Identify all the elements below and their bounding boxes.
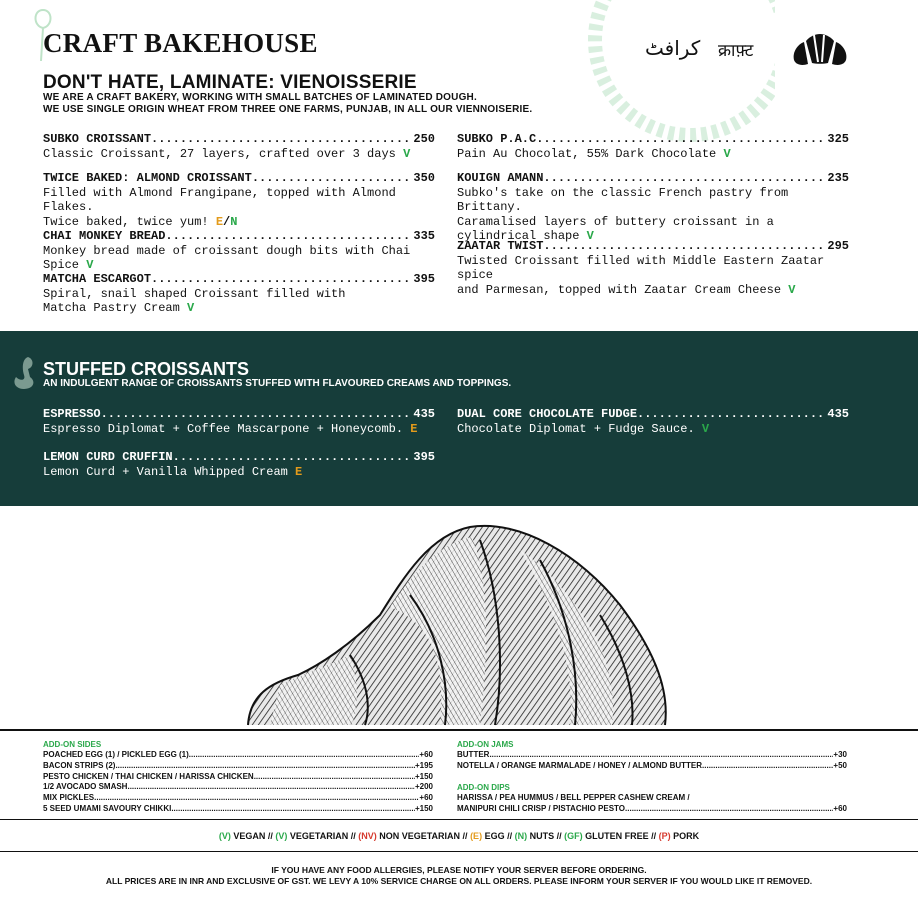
item-description: Lemon Curd + Vanilla Whipped Cream	[43, 464, 296, 479]
item-name: SUBKO P.A.C.	[457, 132, 544, 146]
menu-item-subko-pac	[457, 132, 849, 161]
legend-code: (P)	[658, 831, 671, 841]
menu-item-dual-core-chocolate-fudge	[457, 407, 849, 436]
stuffed-croissants-intro: AN INDULGENT RANGE OF CROISSANTS STUFFED WITH FLAVOURED CREAMS AND TOPPINGS.	[43, 378, 512, 389]
legend-label: VEGETARIAN //	[287, 831, 359, 841]
legend-code: (V)	[275, 831, 288, 841]
item-description: Pain Au Chocolat, 55% Dark Chocolate	[457, 146, 724, 161]
item-price: 235	[827, 171, 849, 185]
brand-hindi-text: क्राफ़्ट	[718, 41, 754, 61]
dietary-tag: V	[586, 229, 594, 243]
vienoisserie-section-title: DON'T HATE, LAMINATE: VIENOISSERIE	[43, 72, 417, 93]
pricing-notice: ALL PRICES ARE IN INR AND EXCLUSIVE OF GST. WE LEVY A 10% SERVICE CHARGE ON ALL ORDERS. PLEASE INFORM YOUR SERVER IF YOU WOULD LIKE IT REMOVED.	[105, 876, 813, 886]
item-description: Chocolate Diplomat + Fudge Sauce.	[457, 421, 702, 436]
dietary-tag: V	[86, 258, 94, 272]
item-description: Monkey bread made of croissant dough bits with Chai Spice	[43, 243, 411, 272]
legend-code: (E)	[470, 831, 483, 841]
legend-code: (N)	[514, 831, 528, 841]
item-price: 325	[827, 132, 849, 146]
list-item: 5 SEED UMAMI SAVOURY CHIKKI ..... +150	[43, 804, 433, 815]
intro-line: WE USE SINGLE ORIGIN WHEAT FROM THREE ONE FARMS, PUNJAB, IN ALL OUR VIENNOISERIE.	[43, 104, 533, 115]
list-item: BUTTER ..... +30	[457, 750, 847, 761]
menu-item-espresso	[43, 407, 435, 436]
list-item: BACON STRIPS (2) ..... +195	[43, 761, 433, 772]
croissant-logo-icon	[790, 30, 850, 70]
item-price: 350	[413, 171, 435, 185]
item-description: Filled with Almond Frangipane, topped with Almond Flakes. Twice baked, twice yum!	[43, 185, 396, 229]
legend-label: PORK	[670, 831, 700, 841]
decorative-stamp-circle-icon	[565, 0, 775, 150]
item-name: MATCHA ESCARGOT	[43, 272, 152, 286]
item-name: CHAI MONKEY BREAD	[43, 229, 166, 243]
add-on-dips-list	[457, 793, 847, 815]
peacock-emblem-icon	[10, 353, 40, 393]
item-name: LEMON CURD CRUFFIN	[43, 450, 173, 464]
dietary-tag: V	[788, 282, 796, 297]
brand-title: CRAFT BAKEHOUSE	[43, 28, 318, 58]
item-name: ESPRESSO	[43, 407, 101, 421]
item-description: Spiral, snail shaped Croissant filled with Matcha Pastry Cream	[43, 286, 346, 315]
item-description: Classic Croissant, 27 layers, crafted over 3 days	[43, 146, 404, 161]
add-on-sides-title: ADD-ON SIDES	[43, 740, 102, 749]
legend-label: NON VEGETARIAN //	[376, 831, 471, 841]
croissant-illustration	[240, 515, 680, 730]
item-description: Espresso Diplomat + Coffee Mascarpone + Honeycomb.	[43, 421, 411, 436]
dietary-tag: E	[295, 464, 303, 479]
dietary-tag: E	[215, 214, 224, 229]
item-price: 435	[413, 407, 435, 421]
item-name: SUBKO CROISSANT	[43, 132, 152, 146]
intro-line: WE ARE A CRAFT BAKERY, WORKING WITH SMALL BATCHES OF LAMINATED DOUGH.	[43, 92, 477, 103]
item-price: 295	[827, 239, 849, 253]
add-on-dips-title: ADD-ON DIPS	[457, 783, 510, 792]
menu-item-lemon-curd-cruffin	[43, 450, 435, 479]
allergy-notice: IF YOU HAVE ANY FOOD ALLERGIES, PLEASE NOTIFY YOUR SERVER BEFORE ORDERING.	[271, 865, 647, 875]
dietary-tag: V	[701, 421, 710, 436]
item-name: DUAL CORE CHOCOLATE FUDGE	[457, 407, 638, 421]
stuffed-croissants-section	[0, 331, 918, 506]
item-name: TWICE BAKED: ALMOND CROISSANT	[43, 171, 252, 185]
stuffed-croissants-title: STUFFED CROISSANTS	[43, 359, 250, 379]
legend-code: (NV)	[358, 831, 377, 841]
divider	[0, 851, 918, 852]
list-item: HARISSA / PEA HUMMUS / BELL PEPPER CASHEW CREAM /	[457, 793, 690, 802]
item-description: Subko's take on the classic French pastry from Brittany. Caramalised layers of buttery croissant in a cylindrical shape	[457, 185, 789, 243]
brand-arabic-text: كرافٹ	[645, 36, 701, 60]
menu-item-chai-monkey-bread	[43, 229, 435, 273]
legend-code: (V)	[218, 831, 231, 841]
footer-note	[0, 865, 918, 887]
list-item: NOTELLA / ORANGE MARMALADE / HONEY / ALMOND BUTTER ..... +50	[457, 761, 847, 772]
dietary-legend	[0, 831, 918, 841]
dietary-tag: V	[403, 146, 411, 161]
add-on-sides-list	[43, 750, 433, 815]
item-price: 435	[827, 407, 849, 421]
menu-item-almond-croissant	[43, 171, 435, 229]
legend-label: GLUTEN FREE //	[582, 831, 659, 841]
item-price: 395	[413, 272, 435, 286]
vienoisserie-intro	[43, 92, 532, 116]
menu-item-kouign-amann	[457, 171, 849, 244]
divider	[0, 729, 918, 731]
dietary-tag: N	[230, 214, 238, 229]
legend-label: EGG //	[482, 831, 515, 841]
legend-label: NUTS //	[527, 831, 565, 841]
dietary-tag: V	[187, 301, 195, 315]
list-item: MANIPURI CHILI CRISP / PISTACHIO PESTO ..... +60	[457, 804, 847, 815]
item-price: 250	[413, 132, 435, 146]
add-on-jams-list	[457, 750, 847, 772]
item-price: 395	[413, 450, 435, 464]
item-price: 335	[413, 229, 435, 243]
legend-code: (GF)	[564, 831, 583, 841]
menu-item-subko-croissant	[43, 132, 435, 161]
menu-item-matcha-escargot	[43, 272, 435, 316]
list-item: PESTO CHICKEN / THAI CHICKEN / HARISSA CHICKEN ..... +150	[43, 772, 433, 783]
add-on-jams-title: ADD-ON JAMS	[457, 740, 514, 749]
menu-item-zaatar-twist	[457, 239, 849, 297]
list-item: MIX PICKLES ..... +60	[43, 793, 433, 804]
dietary-tag: E	[410, 421, 418, 436]
item-description: Twisted Croissant filled with Middle Eastern Zaatar spice and Parmesan, topped with Zaatar Cream Cheese	[457, 253, 825, 297]
item-name: ZAATAR TWIST	[457, 239, 544, 253]
dietary-tag: V	[723, 146, 731, 161]
list-item: 1/2 AVOCADO SMASH ..... +200	[43, 782, 433, 793]
list-item: POACHED EGG (1) / PICKLED EGG (1) ..... +60	[43, 750, 433, 761]
legend-label: VEGAN //	[230, 831, 276, 841]
item-name: KOUIGN AMANN	[457, 171, 544, 185]
tag-separator: /	[223, 214, 231, 229]
divider	[0, 819, 918, 820]
